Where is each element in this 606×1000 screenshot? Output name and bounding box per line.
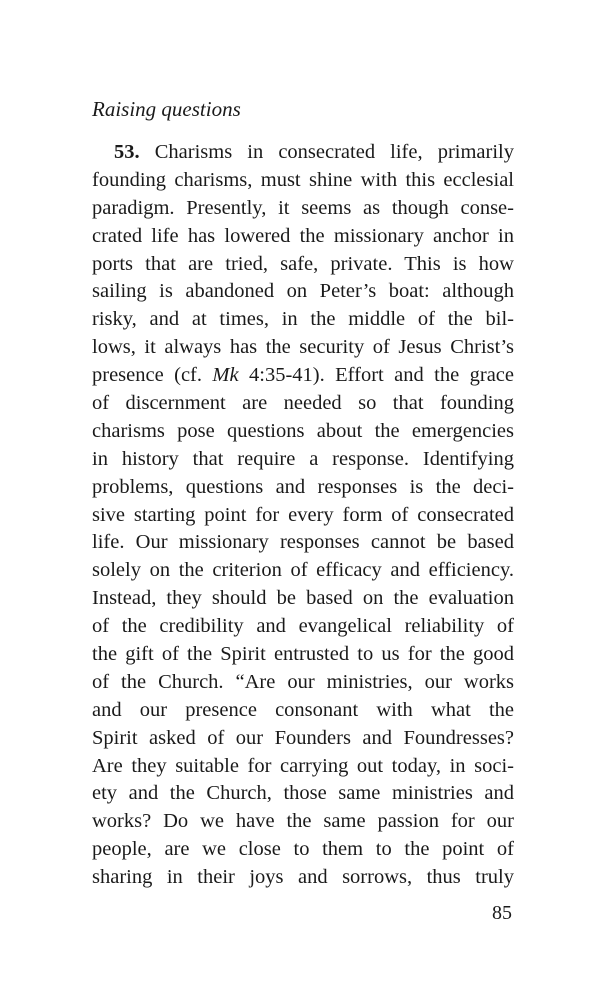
paragraph-number: 53. (114, 141, 140, 163)
text-line: founding charisms, must shine with this ecclesial (92, 168, 514, 191)
text-line: life. Our missionary responses cannot be based (92, 531, 514, 554)
text-line: in history that require a response. Identifying (92, 447, 514, 470)
text-line: Instead, they should be based on the evaluation (92, 587, 514, 610)
text-line: 53. Charisms in consecrated life, primarily (114, 141, 514, 163)
text-line: the gift of the Spirit entrusted to us for the good (92, 643, 514, 666)
citation-line: presence (cf. Mk 4:35-41). Effort and the grace (92, 364, 515, 387)
text-line: works? Do we have the same passion for our (92, 810, 514, 833)
text-line: charisms pose questions about the emergencies (92, 419, 514, 442)
text-line: of the credibility and evangelical reliability of (92, 615, 514, 638)
text-line: people, are we close to them to the point of (92, 838, 514, 861)
text-line: sive starting point for every form of consecrated (92, 503, 514, 526)
text-line: Spirit asked of our Founders and Foundresses? (92, 726, 514, 749)
text-line: sharing in their joys and sorrows, thus truly (92, 866, 514, 889)
text-line: of the Church. “Are our ministries, our works (92, 670, 514, 693)
text-line: sailing is abandoned on Peter’s boat: although (92, 280, 514, 303)
text-line: risky, and at times, in the middle of the bil- (92, 308, 514, 331)
text-line: ety and the Church, those same ministries and (92, 782, 514, 805)
text-line: and our presence consonant with what the (92, 698, 514, 721)
text-line (92, 362, 514, 390)
text-line: crated life has lowered the missionary anchor in (92, 224, 514, 247)
text-line: lows, it always has the security of Jesus Christ’s (92, 336, 514, 359)
text-line: paradigm. Presently, it seems as though conse- (92, 196, 514, 219)
body-text (92, 139, 514, 892)
text-line: problems, questions and responses is the deci- (92, 475, 514, 498)
text-line: Are they suitable for carrying out today, in soci- (92, 754, 514, 777)
text-line: solely on the criterion of efficacy and efficiency. (92, 559, 514, 582)
section-heading: Raising questions (92, 97, 241, 121)
text-line: ports that are tried, safe, private. This is how (92, 252, 514, 275)
book-abbreviation: Mk (212, 364, 239, 387)
text-line: of discernment are needed so that founding (92, 392, 514, 415)
page-number: 85 (492, 902, 512, 924)
